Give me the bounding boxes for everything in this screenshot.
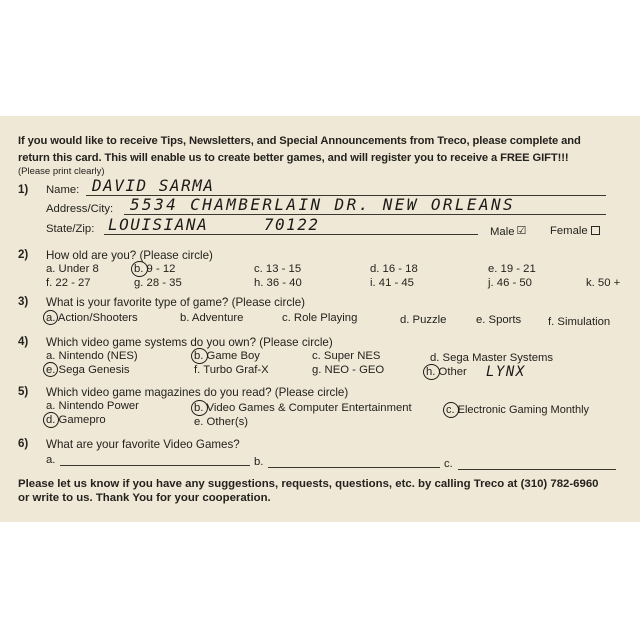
age-option-k[interactable]: k. 50 + bbox=[586, 277, 621, 289]
system-other-value[interactable]: LYNX bbox=[486, 364, 526, 380]
game-option-c[interactable]: c. Role Playing bbox=[282, 312, 358, 324]
magazine-option-a[interactable]: a. Nintendo Power bbox=[46, 400, 139, 412]
age-option-d[interactable]: d. 16 - 18 bbox=[370, 263, 418, 275]
magazine-b-circle-mark bbox=[191, 400, 208, 416]
male-checkbox-icon[interactable]: ☑ bbox=[516, 225, 527, 237]
section-4-number: 4) bbox=[18, 336, 29, 348]
age-option-b[interactable]: b. 9 - 12 bbox=[134, 263, 176, 275]
magazine-c-circle-mark bbox=[443, 402, 459, 418]
system-option-g[interactable]: g. NEO - GEO bbox=[312, 364, 385, 376]
favorite-blank-c[interactable] bbox=[458, 469, 616, 470]
name-value[interactable]: DAVID SARMA bbox=[92, 176, 215, 195]
female-label: Female bbox=[550, 225, 588, 237]
favorite-blank-a[interactable] bbox=[60, 465, 250, 466]
system-h-circle-mark bbox=[423, 364, 440, 380]
favorite-blank-a-label: a. bbox=[46, 454, 56, 466]
section-2-number: 2) bbox=[18, 249, 29, 261]
game-option-a[interactable]: a. Action/Shooters bbox=[46, 312, 138, 324]
favorite-blank-c-label: c. bbox=[444, 458, 453, 470]
state-line bbox=[104, 234, 478, 235]
section-2-question: How old are you? (Please circle) bbox=[46, 249, 213, 262]
section-6-question: What are your favorite Video Games? bbox=[46, 438, 240, 451]
age-option-a[interactable]: a. Under 8 bbox=[46, 263, 99, 275]
age-b-circle-mark bbox=[131, 261, 148, 277]
footer-line-1: Please let us know if you have any suggestions, requests, questions, etc. by calling Treco at (310) 782-6960 bbox=[18, 478, 599, 490]
system-option-b[interactable]: b. Game Boy bbox=[194, 350, 260, 362]
age-option-c[interactable]: c. 13 - 15 bbox=[254, 263, 302, 275]
age-option-j[interactable]: j. 46 - 50 bbox=[488, 277, 532, 289]
name-label: Name: bbox=[46, 184, 80, 196]
magazine-option-d[interactable]: d. Gamepro bbox=[46, 414, 106, 426]
magazine-option-c[interactable]: c. Electronic Gaming Monthly bbox=[446, 404, 590, 416]
address-value[interactable]: 5534 CHAMBERLAIN DR. NEW ORLEANS bbox=[130, 195, 516, 214]
female-option[interactable] bbox=[550, 225, 600, 237]
section-1-number: 1) bbox=[18, 184, 29, 196]
intro-line-1: If you would like to receive Tips, Newsletters, and Special Announcements from Treco, please complete and bbox=[18, 135, 581, 147]
system-option-d[interactable]: d. Sega Master Systems bbox=[430, 352, 554, 364]
state-label: State/Zip: bbox=[46, 223, 95, 235]
state-value[interactable]: LOUISIANA 70122 bbox=[108, 215, 320, 234]
section-6-number: 6) bbox=[18, 438, 29, 450]
age-option-i[interactable]: i. 41 - 45 bbox=[370, 277, 414, 289]
system-option-f[interactable]: f. Turbo Graf-X bbox=[194, 364, 269, 376]
age-option-g[interactable]: g. 28 - 35 bbox=[134, 277, 182, 289]
magazine-option-b[interactable]: b. Video Games & Computer Entertainment bbox=[194, 402, 412, 414]
system-option-a[interactable]: a. Nintendo (NES) bbox=[46, 350, 138, 362]
game-option-f[interactable]: f. Simulation bbox=[548, 316, 611, 328]
system-e-circle-mark bbox=[43, 362, 58, 377]
section-5-number: 5) bbox=[18, 386, 29, 398]
intro-line-2: return this card. This will enable us to create better games, and will register you to receive a FREE GIFT!!! bbox=[18, 152, 569, 164]
age-option-h[interactable]: h. 36 - 40 bbox=[254, 277, 302, 289]
section-5-question: Which video game magazines do you read? (Please circle) bbox=[46, 386, 349, 399]
print-note: (Please print clearly) bbox=[18, 166, 105, 177]
system-option-h[interactable]: h. Other bbox=[426, 366, 467, 378]
game-a-circle-mark bbox=[43, 310, 58, 325]
male-label: Male bbox=[490, 226, 515, 238]
game-option-d[interactable]: d. Puzzle bbox=[400, 314, 447, 326]
section-3-number: 3) bbox=[18, 296, 29, 308]
system-option-e[interactable]: e. Sega Genesis bbox=[46, 364, 130, 376]
male-option[interactable] bbox=[490, 225, 526, 238]
favorite-blank-b-label: b. bbox=[254, 456, 264, 468]
game-option-e[interactable]: e. Sports bbox=[476, 314, 522, 326]
address-label: Address/City: bbox=[46, 203, 114, 215]
game-option-b[interactable]: b. Adventure bbox=[180, 312, 244, 324]
system-b-circle-mark bbox=[191, 348, 208, 364]
system-option-c[interactable]: c. Super NES bbox=[312, 350, 381, 362]
section-3-question: What is your favorite type of game? (Please circle) bbox=[46, 296, 306, 309]
registration-card bbox=[0, 116, 640, 522]
section-4-question: Which video game systems do you own? (Please circle) bbox=[46, 336, 333, 349]
age-option-f[interactable]: f. 22 - 27 bbox=[46, 277, 91, 289]
magazine-option-e[interactable]: e. Other(s) bbox=[194, 416, 248, 428]
footer-line-2: or write to us. Thank You for your cooperation. bbox=[18, 492, 271, 504]
favorite-blank-b[interactable] bbox=[268, 467, 440, 468]
female-checkbox-icon[interactable] bbox=[591, 226, 600, 235]
magazine-d-circle-mark bbox=[43, 412, 59, 428]
age-option-e[interactable]: e. 19 - 21 bbox=[488, 263, 536, 275]
